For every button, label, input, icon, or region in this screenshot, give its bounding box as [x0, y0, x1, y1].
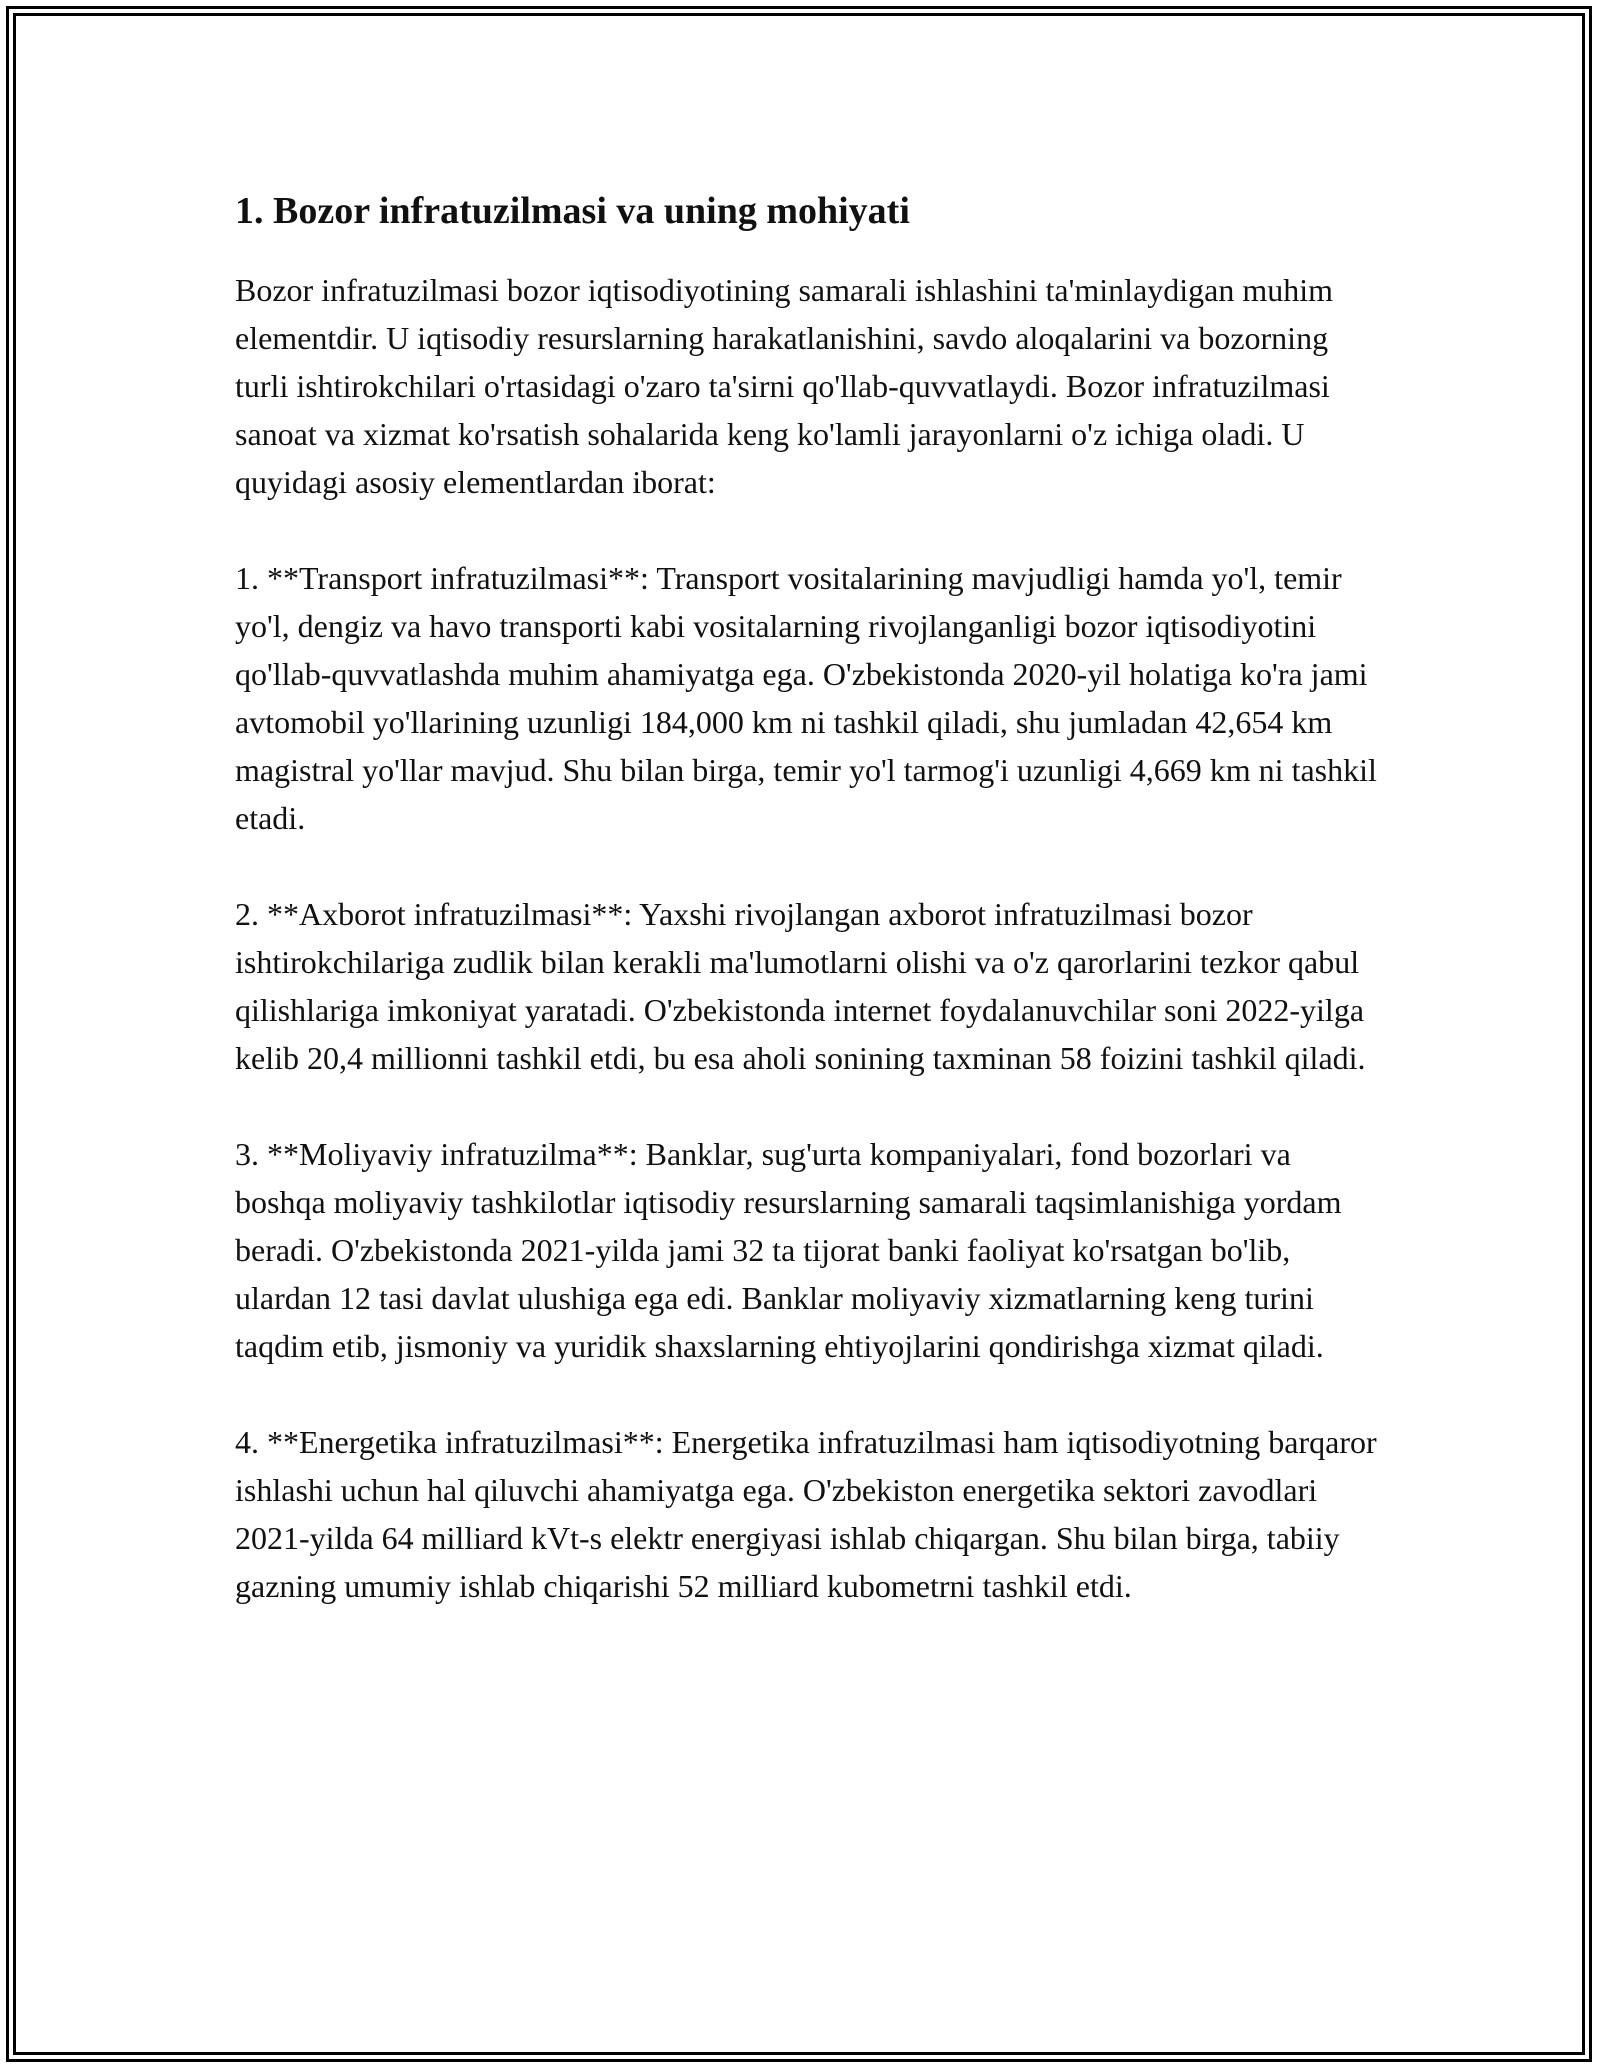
intro-paragraph: Bozor infratuzilmasi bozor iqtisodiyotining samarali ishlashini ta'minlaydigan muhim elementdir. U iqtisodiy resurslarning harakatlanishini, savdo aloqalarini va bozorning turli ishtirokchilari o'rtasidagi o'zaro ta'sirni qo'llab-quvvatlaydi. Bozor infratuzilmasi sanoat va xizmat ko'rsatish sohalarida keng ko'lamli jarayonlarni o'z ichiga oladi. U quyidagi asosiy elementlardan iborat: — [235, 272, 1334, 500]
information-paragraph: 2. **Axborot infratuzilmasi**: Yaxshi rivojlangan axborot infratuzilmasi bozor ishtirokchilariga zudlik bilan kerakli ma'lumotlarni olishi va o'z qarorlarini tezkor qabul qilishlariga imkoniyat yaratadi. O'zbekistonda internet foydalanuvchilar soni 2022-yilga kelib 20,4 millionni tashkil etdi, bu esa aholi sonining taxminan 58 foizini tashkil qiladi. — [235, 896, 1366, 1076]
section-title: 1. Bozor infratuzilmasi va uning mohiyati — [235, 190, 910, 232]
energy-paragraph: 4. **Energetika infratuzilmasi**: Energetika infratuzilmasi ham iqtisodiyotning barqaror ishlashi uchun hal qiluvchi ahamiyatga ega. O'zbekiston energetika sektori zavodlari 2021-yilda 64 milliard kVt-s elektr energiyasi ishlab chiqargan. Shu bilan birga, tabiiy gazning umumiy ishlab chiqarishi 52 milliard kubometrni tashkil etdi. — [235, 1424, 1377, 1604]
transport-paragraph: 1. **Transport infratuzilmasi**: Transport vositalarining mavjudligi hamda yo'l, temir yo'l, dengiz va havo transporti kabi vositalarning rivojlanganligi bozor iqtisodiyotini qo'llab-quvvatlashda muhim ahamiyatga ega. O'zbekistonda 2020-yil holatiga ko'ra jami avtomobil yo'llarining uzunligi 184,000 km ni tashkil qiladi, shu jumladan 42,654 km magistral yo'llar mavjud. Shu bilan birga, temir yo'l tarmog'i uzunligi 4,669 km ni tashkil etadi. — [235, 560, 1377, 836]
financial-paragraph: 3. **Moliyaviy infratuzilma**: Banklar, sug'urta kompaniyalari, fond bozorlari va boshqa moliyaviy tashkilotlar iqtisodiy resurslarning samarali taqsimlanishiga yordam beradi. O'zbekistonda 2021-yilda jami 32 ta tijorat banki faoliyat ko'rsatgan bo'lib, ulardan 12 tasi davlat ulushiga ega edi. Banklar moliyaviy xizmatlarning keng turini taqdim etib, jismoniy va yuridik shaxslarning ehtiyojlarini qondirishga xizmat qiladi. — [235, 1136, 1342, 1364]
document-body — [235, 186, 1385, 1658]
